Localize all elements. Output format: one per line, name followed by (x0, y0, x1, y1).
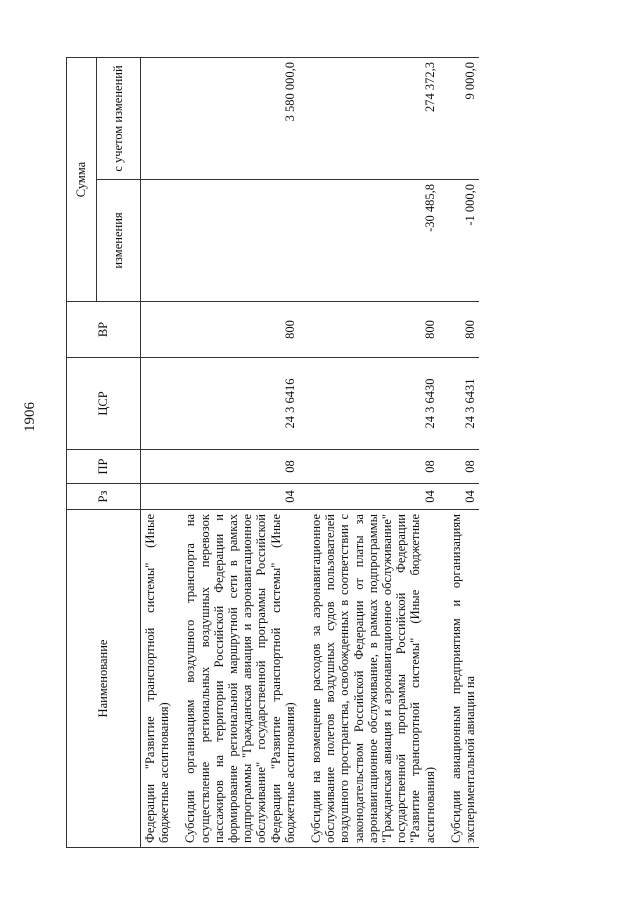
budget-table-container (66, 58, 606, 848)
row-pr: 08 (439, 450, 479, 484)
row-name: Субсидии организациям воздушного транспорта на осуществление региональных воздушных перевозок пассажиров на территории Российской Федерации и формирование региональной маршрутной сети в рамках подпрограммы "Гражданская авиация и аэронавигационное обслуживание" государственной программы Российской Федерации "Развитие транспортной системы" (Иные бюджетные ассигнования) (173, 510, 299, 848)
row-csr (141, 358, 174, 450)
row-name: Субсидии на возмещение расходов за аэронавигационное обслуживание полетов воздушных судов пользователей воздушного пространства, освобожденных в соответствии с законодательством Российской Федерации от платы за аэронавигационное обслуживание, в рамках подпрограммы "Гражданская авиация и аэронавигационное обслуживание" государственной программы Российской Федерации "Развитие транспортной системы" (Иные бюджетные ассигнования) (299, 510, 439, 848)
row-with-changes: 3 580 000,0 (173, 58, 299, 180)
header-with-changes: с учетом изменений (97, 58, 141, 180)
row-pr (141, 450, 174, 484)
header-rz: Рз (67, 484, 141, 510)
page-number: 1906 (22, 402, 38, 432)
header-name: Наименование (67, 510, 141, 848)
row-vr (141, 302, 174, 358)
row-rz (141, 484, 174, 510)
row-name: Субсидии авиационным предприятиям и организациям экспериментальной авиации на (439, 510, 479, 848)
row-with-changes: 274 372,3 (299, 58, 439, 180)
row-csr: 24 3 6430 (299, 358, 439, 450)
header-vr: ВР (67, 302, 141, 358)
row-changes (141, 180, 174, 302)
row-vr: 800 (299, 302, 439, 358)
row-pr: 08 (173, 450, 299, 484)
row-vr: 800 (173, 302, 299, 358)
row-with-changes: 9 000,0 (439, 58, 479, 180)
table-row (439, 58, 479, 848)
table-row (173, 58, 299, 848)
row-rz: 04 (299, 484, 439, 510)
table-row (299, 58, 439, 848)
table-row (141, 58, 174, 848)
header-changes: изменения (97, 180, 141, 302)
row-changes: -1 000,0 (439, 180, 479, 302)
row-csr: 24 3 6416 (173, 358, 299, 450)
header-csr: ЦСР (67, 358, 141, 450)
row-pr: 08 (299, 450, 439, 484)
header-summa: Сумма (67, 58, 97, 302)
row-rz: 04 (173, 484, 299, 510)
row-vr: 800 (439, 302, 479, 358)
header-pr: ПР (67, 450, 141, 484)
row-changes (173, 180, 299, 302)
row-name: Федерации "Развитие транспортной системы" (Иные бюджетные ассигнования) (141, 510, 174, 848)
row-rz: 04 (439, 484, 479, 510)
row-with-changes (141, 58, 174, 180)
row-changes: -30 485,8 (299, 180, 439, 302)
row-csr: 24 3 6431 (439, 358, 479, 450)
budget-table (66, 57, 479, 848)
